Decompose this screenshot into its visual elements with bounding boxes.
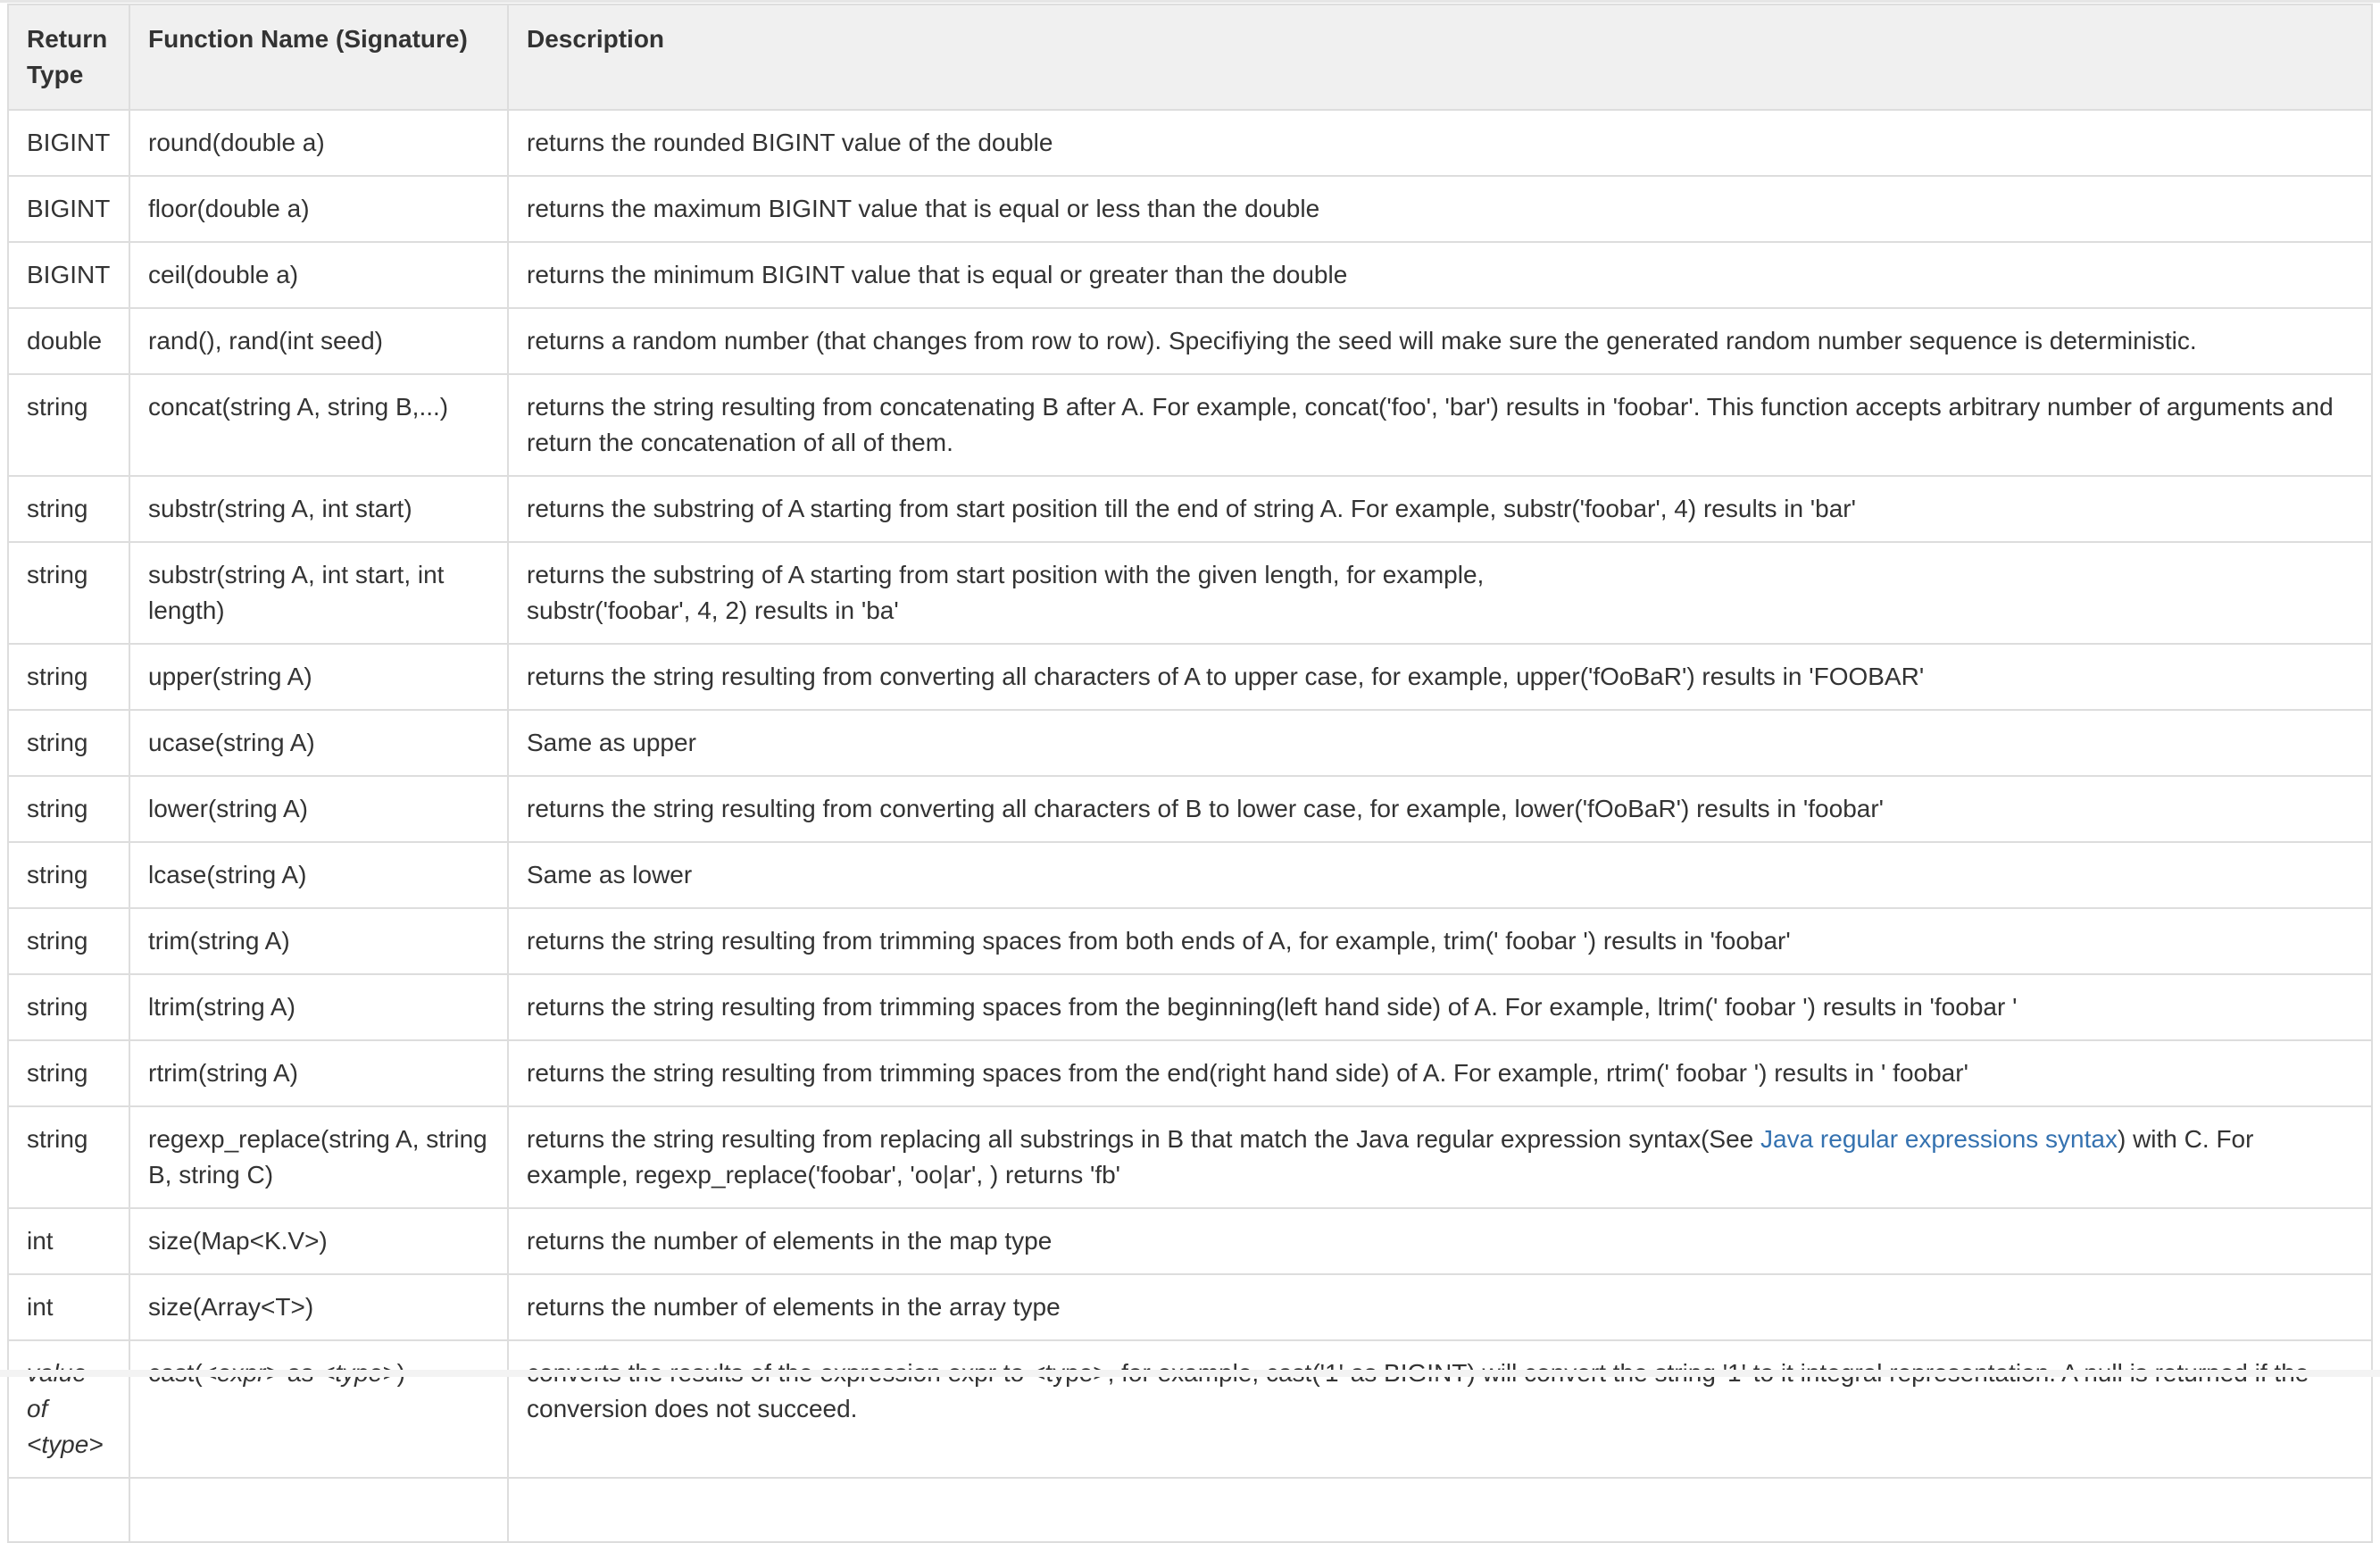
table-row (8, 908, 2372, 974)
cell-description: returns the substring of A starting from start position till the end of string A. For example, substr('foobar', 4) results in 'bar' (508, 476, 2372, 542)
cell-return-type: string (8, 974, 129, 1040)
cell-function-name: ucase(string A) (129, 710, 508, 776)
cell-function-name: concat(string A, string B,...) (129, 374, 508, 476)
cell-return-type: BIGINT (8, 242, 129, 308)
table-row (8, 176, 2372, 242)
cell-function-name (129, 1340, 508, 1478)
cell-function-name: substr(string A, int start) (129, 476, 508, 542)
cell-description: returns the string resulting from trimming spaces from both ends of A, for example, trim(' foobar ') results in 'foobar' (508, 908, 2372, 974)
cell-function-name: ceil(double a) (129, 242, 508, 308)
table-row (8, 710, 2372, 776)
description-text-after-link: ) with C. For example, regexp_replace('foobar', 'oo|ar', ) returns 'fb' (527, 1125, 2254, 1189)
top-edge (0, 0, 2380, 3)
return-type-line-2: <type> (27, 1430, 104, 1458)
cell-description: returns a random number (that changes from row to row). Specifiying the seed will make sure the generated random number sequence is deterministic. (508, 308, 2372, 374)
table-row (8, 374, 2372, 476)
table-row (8, 308, 2372, 374)
cell-empty (129, 1478, 508, 1542)
cell-function-name: substr(string A, int start, int length) (129, 542, 508, 644)
cell-return-type: double (8, 308, 129, 374)
table-row (8, 1340, 2372, 1478)
header-function-name: Function Name (Signature) (129, 4, 508, 110)
cell-description: returns the minimum BIGINT value that is equal or greater than the double (508, 242, 2372, 308)
table-row (8, 776, 2372, 842)
cell-return-type: string (8, 1040, 129, 1106)
cell-function-name: floor(double a) (129, 176, 508, 242)
cell-return-type: string (8, 476, 129, 542)
description-text-before-link: returns the string resulting from replacing all substrings in B that match the Java regular expression syntax(See (527, 1125, 1760, 1153)
cell-description: returns the number of elements in the map type (508, 1208, 2372, 1274)
cell-description: conversion does not succeed. (508, 1340, 2372, 1478)
cell-description: Same as upper (508, 710, 2372, 776)
cell-function-name: size(Array<T>) (129, 1274, 508, 1340)
cell-return-type: int (8, 1208, 129, 1274)
cell-return-type: int (8, 1274, 129, 1340)
table-row (8, 1040, 2372, 1106)
table-row (8, 542, 2372, 644)
cell-description: returns the string resulting from trimming spaces from the beginning(left hand side) of A. For example, ltrim(' foobar ') results in 'foobar ' (508, 974, 2372, 1040)
cell-description (508, 542, 2372, 644)
cell-return-type: string (8, 908, 129, 974)
cell-description: returns the string resulting from trimming spaces from the end(right hand side) of A. For example, rtrim(' foobar ') results in ' foobar' (508, 1040, 2372, 1106)
java-regex-syntax-link[interactable]: Java regular expressions syntax (1760, 1125, 2118, 1153)
cell-return-type: string (8, 374, 129, 476)
table-row (8, 242, 2372, 308)
cell-return-type: string (8, 842, 129, 908)
cell-empty (508, 1478, 2372, 1542)
cell-return-type (8, 1340, 129, 1478)
cell-description: returns the maximum BIGINT value that is equal or less than the double (508, 176, 2372, 242)
header-return-type: Return Type (8, 4, 129, 110)
cell-return-type: string (8, 710, 129, 776)
cell-function-name: size(Map<K.V>) (129, 1208, 508, 1274)
table-row (8, 1208, 2372, 1274)
table-row (8, 110, 2372, 176)
bottom-edge (0, 1370, 2380, 1377)
table-row (8, 1274, 2372, 1340)
cell-description: returns the string resulting from converting all characters of B to lower case, for example, lower('fOoBaR') results in 'foobar' (508, 776, 2372, 842)
cell-return-type: string (8, 776, 129, 842)
table-header-row (8, 4, 2372, 110)
cell-description: returns the string resulting from converting all characters of A to upper case, for example, upper('fOoBaR') results in 'FOOBAR' (508, 644, 2372, 710)
cell-function-name: lower(string A) (129, 776, 508, 842)
cell-description: returns the rounded BIGINT value of the double (508, 110, 2372, 176)
cell-function-name: round(double a) (129, 110, 508, 176)
cell-function-name: regexp_replace(string A, string B, string C) (129, 1106, 508, 1208)
cell-return-type: string (8, 1106, 129, 1208)
table-row (8, 842, 2372, 908)
table-row-partial (8, 1478, 2372, 1542)
cell-description (508, 1106, 2372, 1208)
table-row (8, 1106, 2372, 1208)
cell-function-name: rand(), rand(int seed) (129, 308, 508, 374)
description-line-1: returns the substring of A starting from start position with the given length, for example, (527, 561, 1485, 588)
return-type-line-1: of (27, 1395, 48, 1422)
cell-description: Same as lower (508, 842, 2372, 908)
table-row (8, 476, 2372, 542)
cell-function-name: upper(string A) (129, 644, 508, 710)
cell-return-type: string (8, 644, 129, 710)
table-row (8, 974, 2372, 1040)
cell-description: returns the string resulting from concatenating B after A. For example, concat('foo', 'bar') results in 'foobar'. This function accepts arbitrary number of arguments and return the concatenation of all of them. (508, 374, 2372, 476)
hive-functions-table (7, 4, 2373, 1543)
cell-empty (8, 1478, 129, 1542)
description-line-2: substr('foobar', 4, 2) results in 'ba' (527, 596, 899, 624)
cell-function-name: trim(string A) (129, 908, 508, 974)
header-description: Description (508, 4, 2372, 110)
cell-function-name: ltrim(string A) (129, 974, 508, 1040)
cell-function-name: lcase(string A) (129, 842, 508, 908)
cell-description: returns the number of elements in the array type (508, 1274, 2372, 1340)
cell-return-type: BIGINT (8, 110, 129, 176)
cell-return-type: BIGINT (8, 176, 129, 242)
cell-return-type: string (8, 542, 129, 644)
cell-function-name: rtrim(string A) (129, 1040, 508, 1106)
table-row (8, 644, 2372, 710)
